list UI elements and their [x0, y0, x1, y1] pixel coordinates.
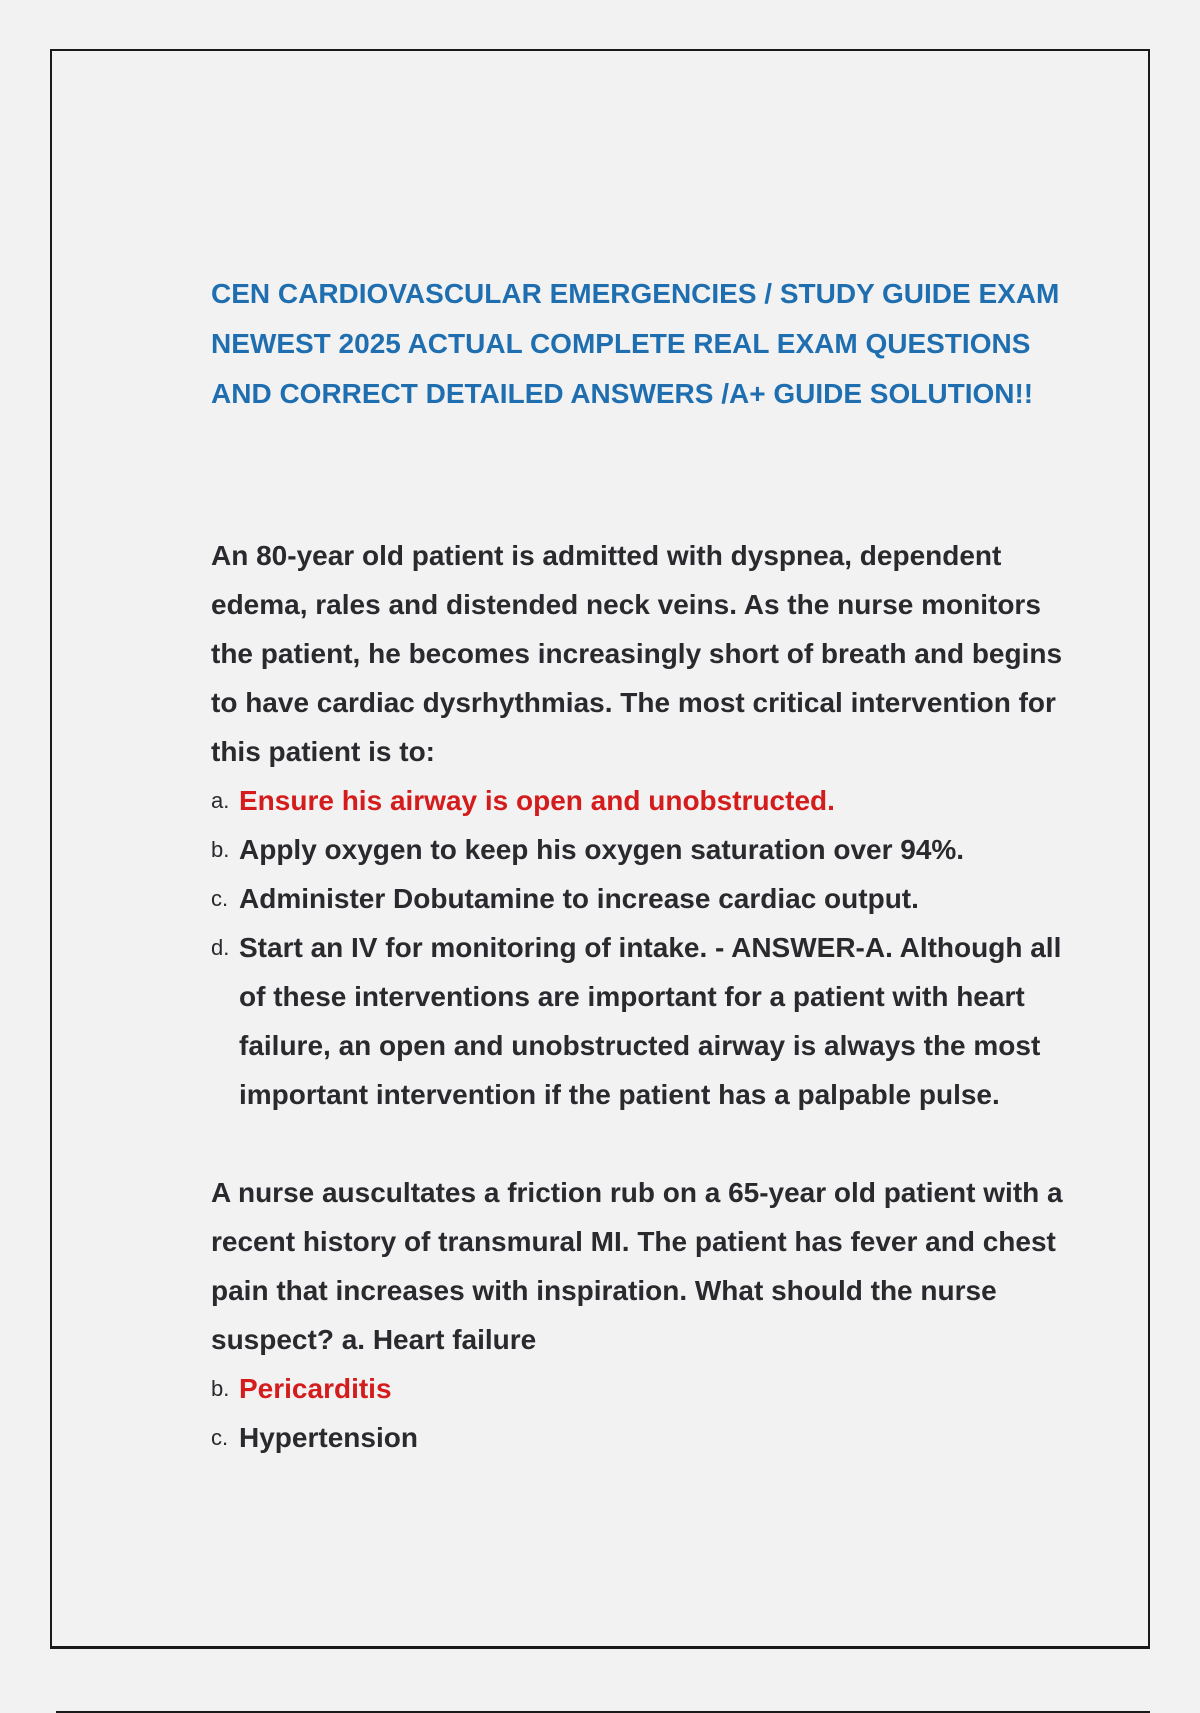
option-d — [211, 923, 1091, 1119]
option-text: Hypertension — [239, 1422, 418, 1453]
option-letter: d. — [211, 935, 230, 960]
question-1 — [211, 531, 1091, 1119]
answer-explanation: of these interventions are important for a patient with heart — [239, 981, 1025, 1012]
answer-explanation: failure, an open and unobstructed airway is always the most — [239, 1030, 1041, 1061]
stem-line: the patient, he becomes increasingly short of breath and begins — [211, 638, 1063, 669]
option-c — [211, 874, 1091, 923]
option-b — [211, 1364, 1091, 1413]
option-text: Start an IV for monitoring of intake. - ANSWER-A. Although all — [239, 932, 1062, 963]
question-stem — [211, 531, 1091, 776]
correct-answer-text: Ensure his airway is open and unobstructed. — [239, 785, 835, 816]
stem-line: pain that increases with inspiration. What should the nurse — [211, 1275, 997, 1306]
option-letter: a. — [211, 788, 230, 813]
option-c — [211, 1413, 1091, 1462]
option-letter: b. — [211, 1376, 230, 1401]
title-line: NEWEST 2025 ACTUAL COMPLETE REAL EXAM QUESTIONS — [211, 328, 1031, 359]
stem-line: suspect? a. Heart failure — [211, 1324, 537, 1355]
stem-line: An 80-year old patient is admitted with dyspnea, dependent — [211, 540, 1002, 571]
stem-line: A nurse auscultates a friction rub on a 65-year old patient with a — [211, 1177, 1063, 1208]
question-stem — [211, 1168, 1091, 1364]
title-line: CEN CARDIOVASCULAR EMERGENCIES / STUDY GUIDE EXAM — [211, 278, 1060, 309]
title-line: AND CORRECT DETAILED ANSWERS /A+ GUIDE SOLUTION!! — [211, 378, 1034, 409]
option-text: Apply oxygen to keep his oxygen saturation over 94%. — [239, 834, 965, 865]
stem-line: edema, rales and distended neck veins. As the nurse monitors — [211, 589, 1041, 620]
stem-line: to have cardiac dysrhythmias. The most critical intervention for — [211, 687, 1056, 718]
stem-line: this patient is to: — [211, 736, 435, 767]
option-text: Administer Dobutamine to increase cardiac output. — [239, 883, 919, 914]
option-b — [211, 825, 1091, 874]
document-content — [211, 269, 1091, 1462]
answer-explanation: important intervention if the patient has a palpable pulse. — [239, 1079, 1000, 1110]
correct-answer-text: Pericarditis — [239, 1373, 392, 1404]
stem-line: recent history of transmural MI. The patient has fever and chest — [211, 1226, 1056, 1257]
option-letter: c. — [211, 1425, 229, 1450]
option-letter: b. — [211, 837, 230, 862]
document-title — [211, 269, 1091, 419]
option-letter: c. — [211, 886, 229, 911]
question-2 — [211, 1168, 1091, 1462]
option-a — [211, 776, 1091, 825]
page-frame — [50, 49, 1150, 1649]
